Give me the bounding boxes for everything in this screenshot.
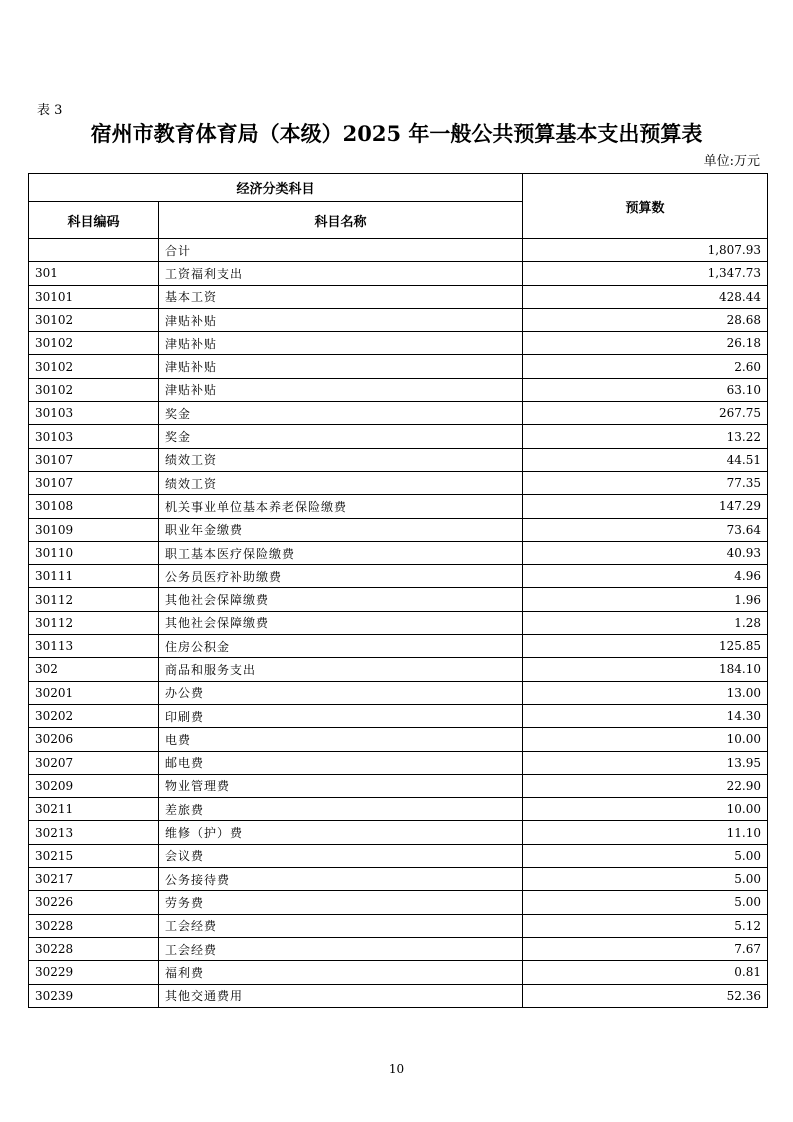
table-row [29, 774, 768, 797]
subject-name-cell: 办公费 [159, 681, 523, 704]
amount-header: 预算数 [523, 174, 768, 239]
document-title: 宿州市教育体育局（本级）2025 年一般公共预算基本支出预算表 [90, 121, 703, 146]
table-row [29, 868, 768, 891]
table-row [29, 425, 768, 448]
table-row [29, 588, 768, 611]
budget-amount-cell: 73.64 [523, 518, 768, 541]
subject-name-cell: 机关事业单位基本养老保险缴费 [159, 495, 523, 518]
budget-amount-cell: 40.93 [523, 541, 768, 564]
budget-amount-cell: 147.29 [523, 495, 768, 518]
subject-name-cell: 津贴补贴 [159, 378, 523, 401]
subject-name-cell: 奖金 [159, 402, 523, 425]
budget-amount-cell: 5.00 [523, 891, 768, 914]
table-row [29, 565, 768, 588]
table-row [29, 495, 768, 518]
budget-amount-cell: 2.60 [523, 355, 768, 378]
subject-code-cell: 30239 [29, 984, 159, 1007]
subject-name-cell: 差旅费 [159, 798, 523, 821]
subject-code-cell: 30229 [29, 961, 159, 984]
table-row [29, 518, 768, 541]
subject-name-cell: 津贴补贴 [159, 355, 523, 378]
budget-amount-cell: 77.35 [523, 471, 768, 494]
subject-code-cell [29, 239, 159, 262]
budget-amount-cell: 13.00 [523, 681, 768, 704]
table-row [29, 984, 768, 1007]
subject-code-cell: 302 [29, 658, 159, 681]
subject-name-cell: 福利费 [159, 961, 523, 984]
subject-code-cell: 30226 [29, 891, 159, 914]
budget-amount-cell: 4.96 [523, 565, 768, 588]
subject-code-cell: 30112 [29, 611, 159, 634]
subject-code-cell: 30107 [29, 448, 159, 471]
table-row [29, 704, 768, 727]
table-row [29, 961, 768, 984]
subject-code-cell: 30101 [29, 285, 159, 308]
code-header: 科目编码 [29, 202, 159, 239]
subject-name-cell: 其他社会保障缴费 [159, 611, 523, 634]
subject-name-cell: 公务员医疗补助缴费 [159, 565, 523, 588]
subject-code-cell: 30207 [29, 751, 159, 774]
budget-amount-cell: 125.85 [523, 635, 768, 658]
subject-name-cell: 职业年金缴费 [159, 518, 523, 541]
subject-name-cell: 工资福利支出 [159, 262, 523, 285]
table-row [29, 821, 768, 844]
subject-code-cell: 30103 [29, 402, 159, 425]
subject-code-cell: 30102 [29, 355, 159, 378]
table-row [29, 378, 768, 401]
budget-amount-cell: 10.00 [523, 798, 768, 821]
table-row [29, 402, 768, 425]
subject-name-cell: 津贴补贴 [159, 308, 523, 331]
table-row [29, 332, 768, 355]
subject-code-cell: 30111 [29, 565, 159, 588]
table-row [29, 355, 768, 378]
table-row [29, 611, 768, 634]
subject-code-cell: 30110 [29, 541, 159, 564]
subject-name-cell: 会议费 [159, 844, 523, 867]
table-row [29, 681, 768, 704]
subject-code-cell: 30102 [29, 378, 159, 401]
table-row [29, 239, 768, 262]
table-row [29, 308, 768, 331]
table-row [29, 658, 768, 681]
budget-amount-cell: 7.67 [523, 937, 768, 960]
subject-name-cell: 邮电费 [159, 751, 523, 774]
table-row [29, 844, 768, 867]
budget-amount-cell: 44.51 [523, 448, 768, 471]
subject-code-cell: 30211 [29, 798, 159, 821]
table-row [29, 751, 768, 774]
subject-name-cell: 商品和服务支出 [159, 658, 523, 681]
page-number: 10 [388, 1062, 405, 1076]
subject-name-cell: 职工基本医疗保险缴费 [159, 541, 523, 564]
table-row [29, 635, 768, 658]
budget-amount-cell: 26.18 [523, 332, 768, 355]
table-label: 表 3 [37, 103, 63, 118]
subject-code-cell: 30202 [29, 704, 159, 727]
header-row-group [29, 174, 768, 202]
subject-code-cell: 30217 [29, 868, 159, 891]
subject-name-cell: 维修（护）费 [159, 821, 523, 844]
subject-code-cell: 30201 [29, 681, 159, 704]
budget-amount-cell: 10.00 [523, 728, 768, 751]
table-row [29, 285, 768, 308]
subject-code-cell: 30206 [29, 728, 159, 751]
budget-amount-cell: 1.96 [523, 588, 768, 611]
budget-amount-cell: 13.95 [523, 751, 768, 774]
subject-code-cell: 30209 [29, 774, 159, 797]
subject-name-cell: 物业管理费 [159, 774, 523, 797]
budget-amount-cell: 28.68 [523, 308, 768, 331]
budget-amount-cell: 1,347.73 [523, 262, 768, 285]
subject-name-cell: 绩效工资 [159, 471, 523, 494]
subject-code-cell: 30103 [29, 425, 159, 448]
subject-name-cell: 基本工资 [159, 285, 523, 308]
unit-label: 单位:万元 [703, 154, 760, 169]
budget-amount-cell: 0.81 [523, 961, 768, 984]
subject-code-cell: 30228 [29, 937, 159, 960]
subject-name-cell: 合计 [159, 239, 523, 262]
budget-amount-cell: 52.36 [523, 984, 768, 1007]
budget-amount-cell: 428.44 [523, 285, 768, 308]
subject-code-cell: 30213 [29, 821, 159, 844]
subject-name-cell: 工会经费 [159, 914, 523, 937]
budget-amount-cell: 184.10 [523, 658, 768, 681]
subject-code-cell: 30228 [29, 914, 159, 937]
budget-amount-cell: 1,807.93 [523, 239, 768, 262]
table-row [29, 728, 768, 751]
economic-classification-header: 经济分类科目 [29, 174, 523, 202]
table-row [29, 541, 768, 564]
table-row [29, 448, 768, 471]
budget-amount-cell: 1.28 [523, 611, 768, 634]
table-row [29, 914, 768, 937]
subject-code-cell: 30102 [29, 332, 159, 355]
table-row [29, 937, 768, 960]
budget-amount-cell: 63.10 [523, 378, 768, 401]
name-header: 科目名称 [159, 202, 523, 239]
budget-amount-cell: 13.22 [523, 425, 768, 448]
budget-amount-cell: 267.75 [523, 402, 768, 425]
subject-name-cell: 公务接待费 [159, 868, 523, 891]
subject-name-cell: 绩效工资 [159, 448, 523, 471]
subject-code-cell: 30109 [29, 518, 159, 541]
table-body [29, 239, 768, 1008]
subject-name-cell: 其他社会保障缴费 [159, 588, 523, 611]
subject-name-cell: 电费 [159, 728, 523, 751]
subject-name-cell: 津贴补贴 [159, 332, 523, 355]
budget-amount-cell: 5.12 [523, 914, 768, 937]
budget-amount-cell: 22.90 [523, 774, 768, 797]
budget-amount-cell: 5.00 [523, 868, 768, 891]
subject-code-cell: 301 [29, 262, 159, 285]
subject-code-cell: 30108 [29, 495, 159, 518]
subject-code-cell: 30107 [29, 471, 159, 494]
budget-amount-cell: 11.10 [523, 821, 768, 844]
subject-code-cell: 30215 [29, 844, 159, 867]
subject-name-cell: 工会经费 [159, 937, 523, 960]
table-row [29, 471, 768, 494]
subject-code-cell: 30102 [29, 308, 159, 331]
table-row [29, 262, 768, 285]
subject-name-cell: 住房公积金 [159, 635, 523, 658]
subject-name-cell: 其他交通费用 [159, 984, 523, 1007]
table-row [29, 798, 768, 821]
budget-amount-cell: 14.30 [523, 704, 768, 727]
subject-code-cell: 30113 [29, 635, 159, 658]
budget-amount-cell: 5.00 [523, 844, 768, 867]
subject-code-cell: 30112 [29, 588, 159, 611]
budget-table [28, 173, 768, 1008]
subject-name-cell: 奖金 [159, 425, 523, 448]
table-row [29, 891, 768, 914]
subject-name-cell: 劳务费 [159, 891, 523, 914]
subject-name-cell: 印刷费 [159, 704, 523, 727]
